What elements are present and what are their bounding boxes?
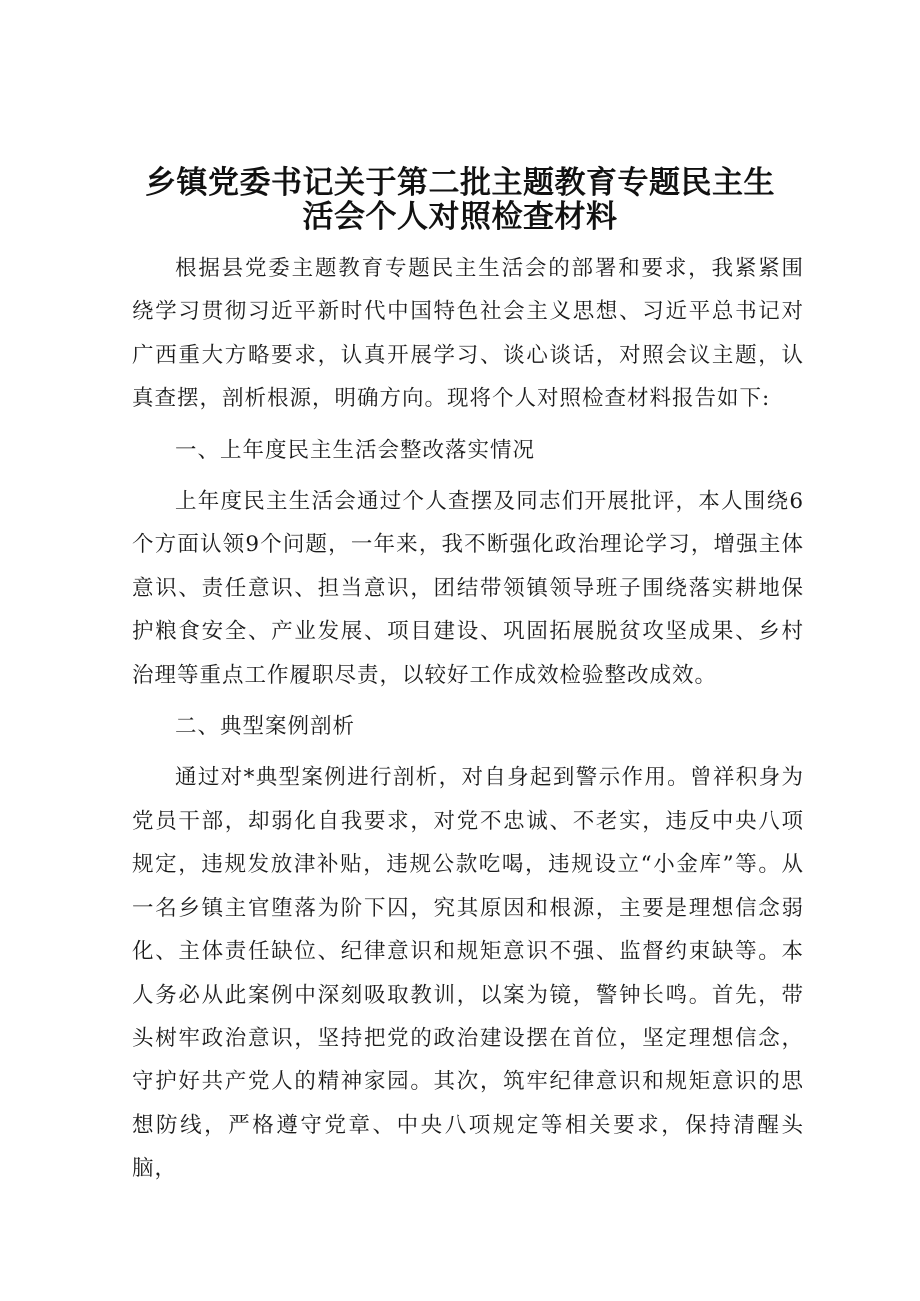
section-heading-1: 一、上年度民主生活会整改落实情况	[175, 437, 536, 463]
document-body	[132, 247, 804, 1191]
section-heading-2: 二、典型案例剖析	[175, 714, 356, 740]
section-1-paragraph: 上年度民主生活会通过个人查摆及同志们开展批评，本人围绕6个方面认领9个问题，一年来，我不断强化政治理论学习，增强主体意识、责任意识、担当意识，团结带领镇领导班子围绕落实耕地保护粮食安全、产业发展、项目建设、巩固拓展脱贫攻坚成果、乡村治理等重点工作履职尽责，以较好工作成效检验整改成效。	[132, 489, 804, 688]
document-title-line-1: 乡镇党委书记关于第二批主题教育专题民主生	[145, 165, 775, 201]
section-2-paragraph: 通过对*典型案例进行剖析，对自身起到警示作用。曾祥积身为党员干部，却弱化自我要求，对党不忠诚、不老实，违反中央八项规定，违规发放津补贴，违规公款吃喝，违规设立“小金库”等。从一名乡镇主官堕落为阶下囚，究其原因和根源，主要是理想信念弱化、主体责任缺位、纪律意识和规矩意识不强、监督约束缺等。本人务必从此案例中深刻吸取教训，以案为镜，警钟长鸣。首先，带头树牢政治意识，坚持把党的政治建设摆在首位，坚定理想信念，守护好共产党人的精神家园。其次，筑牢纪律意识和规矩意识的思想防线，严格遵守党章、中央八项规定等相关要求，保持清醒头脑，	[132, 765, 804, 1182]
document-title-line-2: 活会个人对照检查材料	[302, 199, 618, 235]
intro-paragraph: 根据县党委主题教育专题民主生活会的部署和要求，我紧紧围绕学习贯彻习近平新时代中国特色社会主义思想、习近平总书记对广西重大方略要求，认真开展学习、谈心谈话，对照会议主题，认真查摆，剖析根源，明确方向。现将个人对照检查材料报告如下:	[132, 256, 804, 412]
